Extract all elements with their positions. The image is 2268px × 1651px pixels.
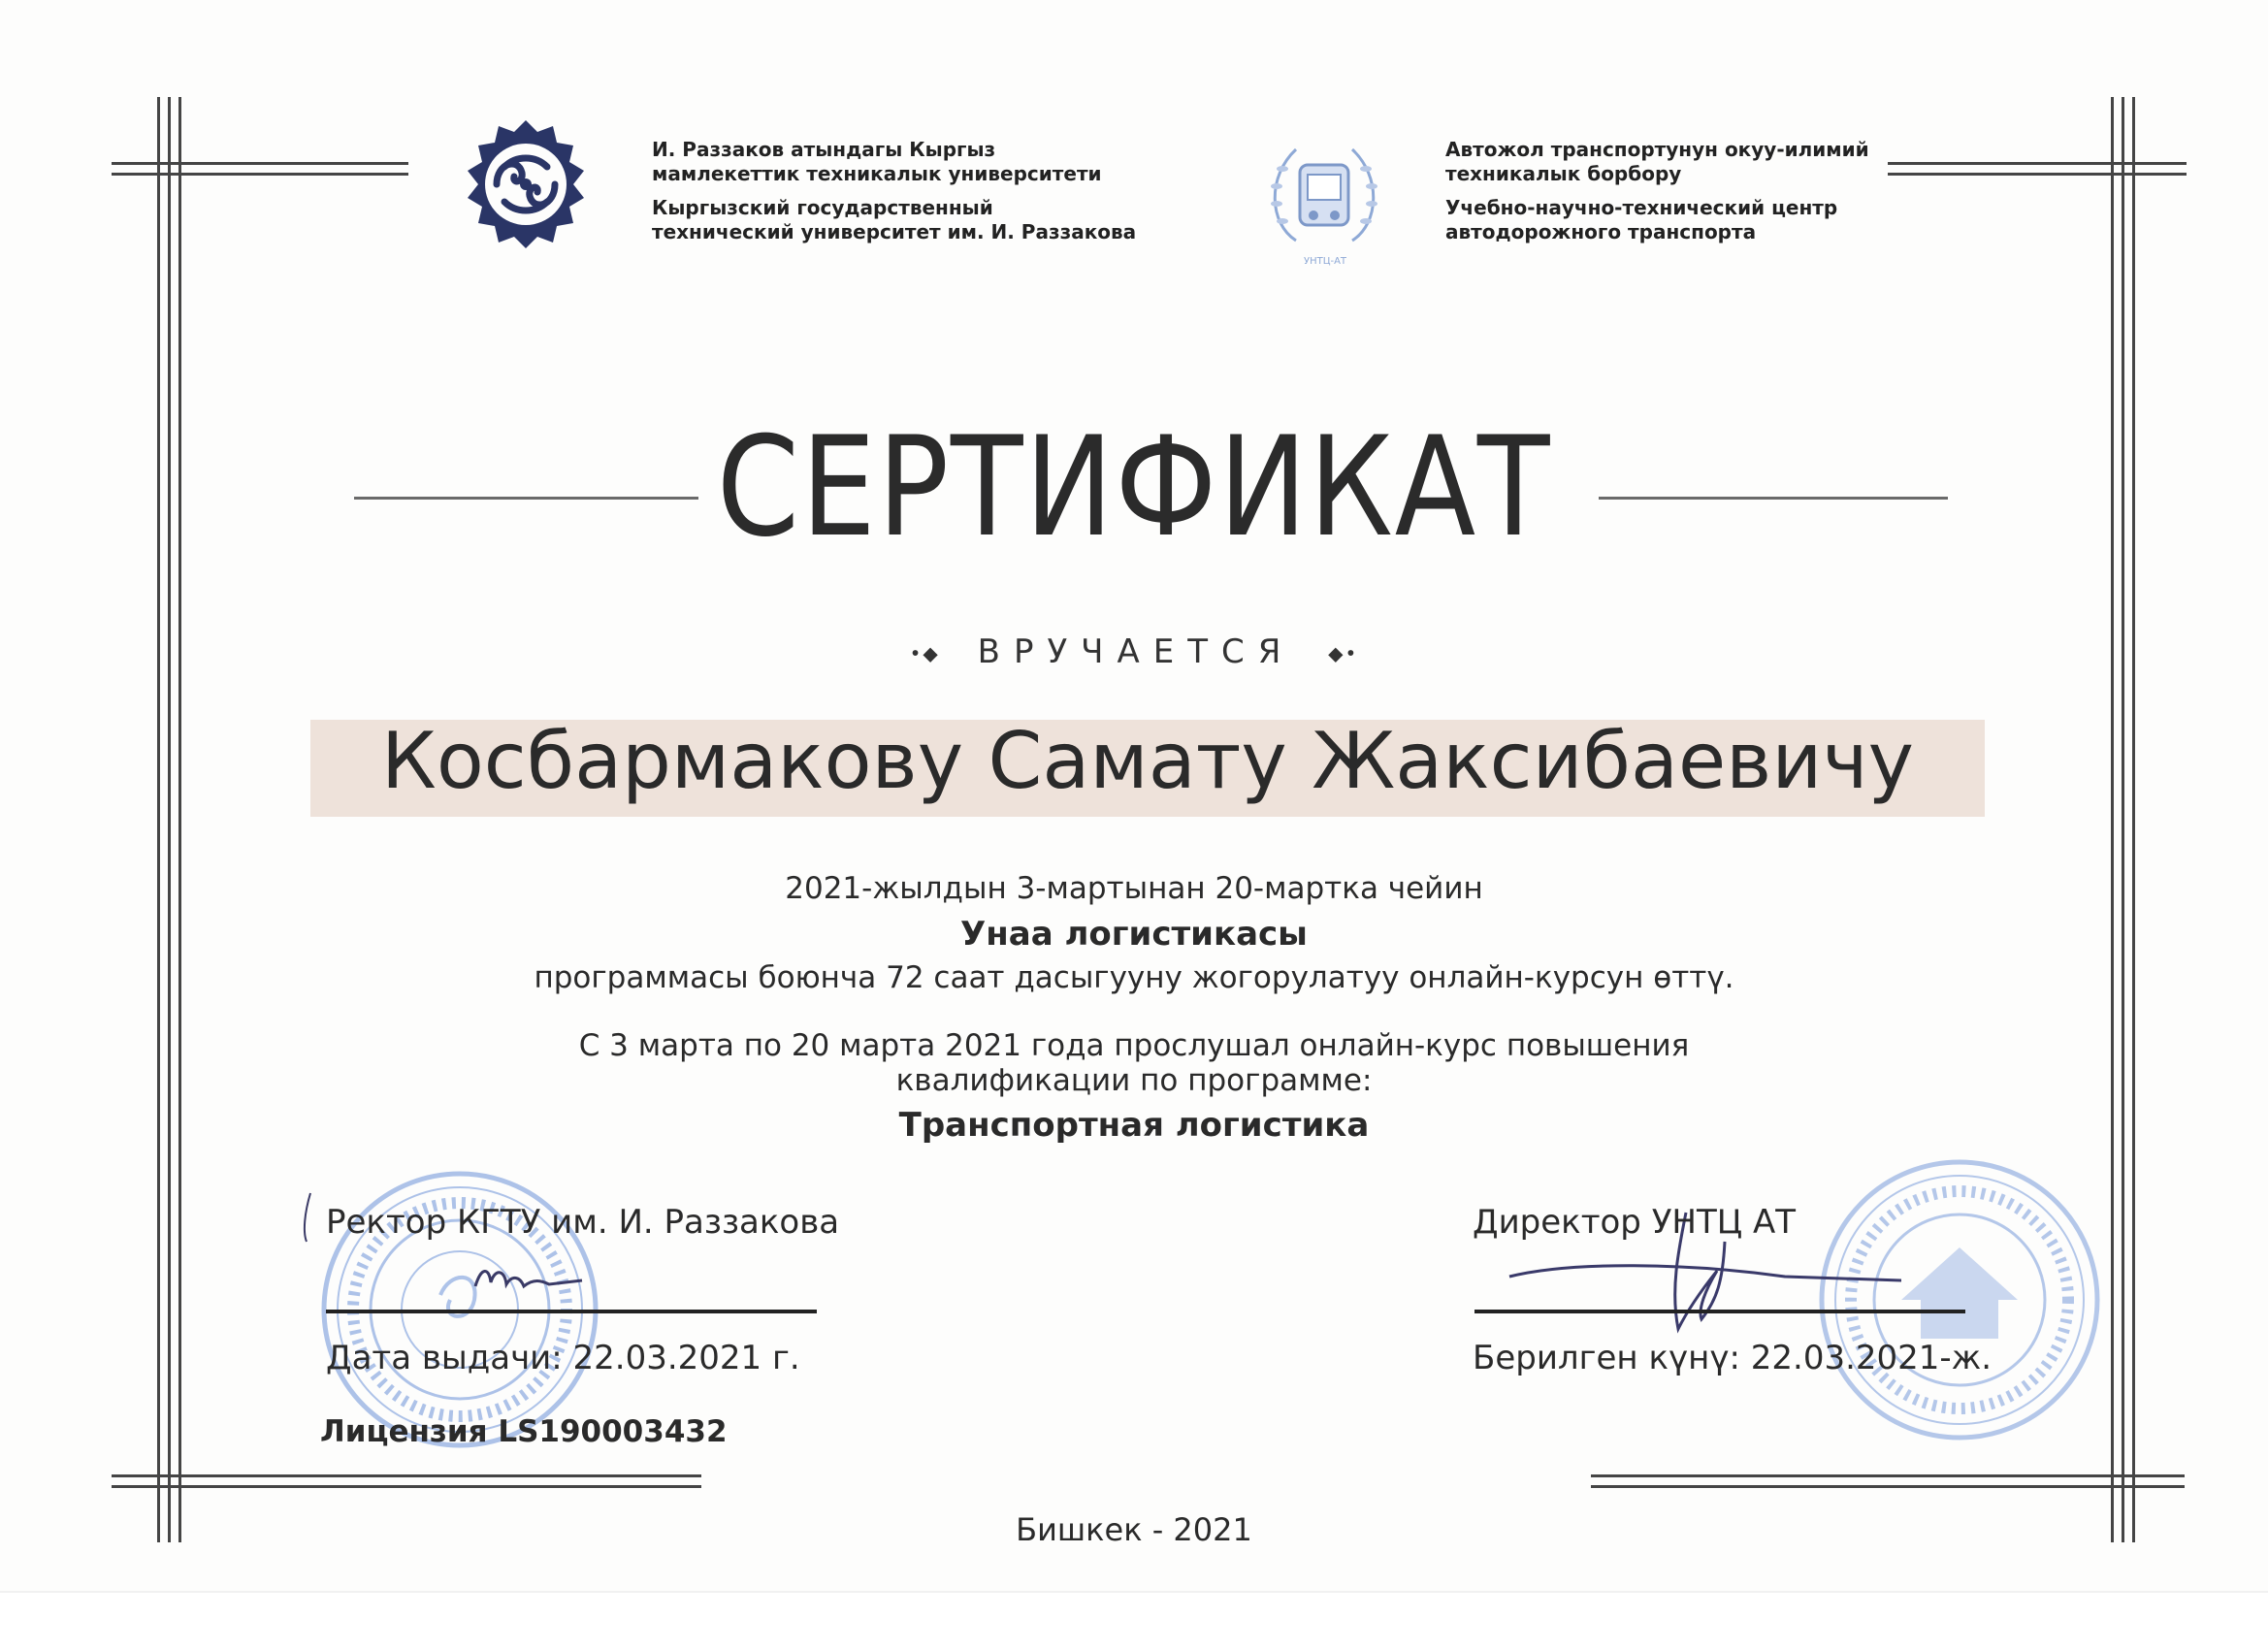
frame-bottom-left-line [112,1474,701,1477]
ru-line1: С 3 марта по 20 марта 2021 года прослушал онлайн-курс повышения [578,1028,1690,1063]
header-right-text [1445,138,1892,244]
frame-left-line [178,97,181,1542]
footer-city-year: Бишкек - 2021 [1016,1511,1252,1548]
ornament-icon: ◆• [1328,641,1359,665]
right-issue-date: Берилген күнү: 22.03.2021-ж. [1473,1339,1993,1377]
frame-top-left-line [112,173,408,176]
header-left-text [652,138,1137,244]
left-issue-date: Дата выдачи: 22.03.2021 г. [326,1339,800,1377]
ky-rest: программасы боюнча 72 саат дасыгууну жогорулатуу онлайн-курсун өттү. [534,960,1734,995]
frame-left-line [168,97,171,1542]
frame-right-line [2122,97,2124,1542]
header-left-ru: Кыргызский государственный технический университет им. И. Раззакова [652,196,1137,243]
frame-bottom-right-line [1591,1485,2185,1488]
header-right-ky: Автожол транспортунун окуу-илимий техникалык борбору [1445,138,1869,185]
kstu-logo-icon [458,116,594,272]
frame-right-line [2111,97,2114,1542]
certificate-title: СЕРТИФИКАТ [716,407,1552,567]
frame-top-right-line [1888,162,2187,165]
right-signature-line [1474,1310,1965,1313]
ky-dates: 2021-жылдын 3-мартынан 20-мартка чейин [785,871,1483,906]
ru-line2: квалификации по программе: [895,1063,1373,1098]
header-left-ky: И. Раззаков атындагы Кыргыз мамлекеттик техникалык университети [652,138,1102,185]
frame-top-right-line [1888,173,2187,176]
frame-left-line [157,97,160,1542]
header-right-ru: Учебно-научно-технический центр автодорожного транспорта [1445,196,1838,243]
ky-program: Унаа логистикасы [960,915,1308,954]
right-signatory-title: Директор УНТЦ АТ [1473,1203,1796,1242]
subtitle: ВРУЧАЕТСЯ [977,632,1295,671]
license-number: Лицензия LS190003432 [320,1414,728,1449]
untc-at-logo-icon [1257,126,1391,270]
left-signature-line [326,1310,817,1313]
frame-top-left-line [112,162,408,165]
ru-program: Транспортная логистика [898,1106,1370,1145]
frame-bottom-right-line [1591,1474,2185,1477]
scan-margin [0,1591,2268,1651]
center-logo-caption: УНТЦ-АТ [1303,256,1347,267]
frame-bottom-left-line [112,1485,701,1488]
frame-right-line [2132,97,2135,1542]
recipient-name: Косбармакову Самату Жаксибаевичу [381,716,1914,806]
left-signatory-title: Ректор КГТУ им. И. Раззакова [326,1203,840,1242]
ornament-icon: •◆ [909,641,940,665]
subtitle-line [0,632,2268,671]
